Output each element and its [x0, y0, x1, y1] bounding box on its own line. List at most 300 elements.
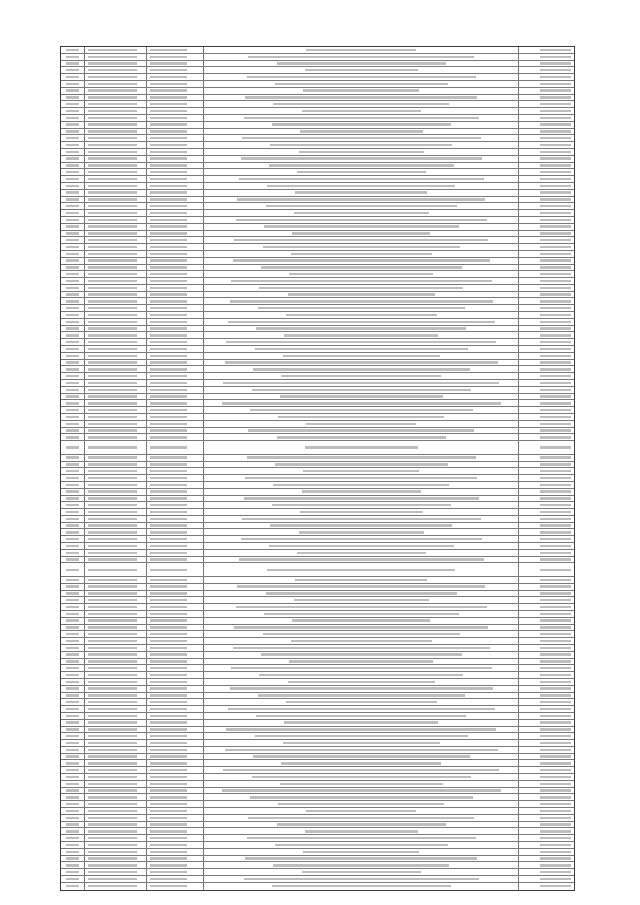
illegible-text	[66, 185, 79, 187]
illegible-text	[150, 76, 188, 78]
table-row	[61, 496, 574, 503]
illegible-text	[540, 524, 571, 526]
illegible-text	[540, 151, 571, 153]
cell-cadastral-code	[85, 142, 147, 148]
cell-address	[204, 380, 519, 386]
illegible-text	[88, 484, 137, 486]
illegible-text	[302, 110, 421, 112]
cell-row-number	[61, 95, 85, 101]
cell-row-number	[61, 353, 85, 359]
illegible-text	[66, 157, 79, 159]
illegible-text	[230, 687, 494, 689]
illegible-text	[540, 619, 571, 621]
illegible-text	[88, 49, 137, 51]
illegible-text	[88, 619, 137, 621]
cell-district	[147, 509, 205, 515]
cell-row-number	[61, 727, 85, 733]
illegible-text	[66, 62, 79, 64]
table-row	[61, 876, 574, 883]
table-row	[61, 169, 574, 176]
cell-address	[204, 815, 519, 821]
cell-cadastral-code	[85, 577, 147, 583]
cell-district	[147, 631, 205, 637]
table-row	[61, 733, 574, 740]
illegible-text	[540, 327, 571, 329]
cell-value	[519, 828, 574, 834]
illegible-text	[299, 531, 425, 533]
cell-row-number	[61, 801, 85, 807]
table-row	[61, 577, 574, 584]
cell-district	[147, 101, 205, 107]
illegible-text	[150, 232, 188, 234]
illegible-text	[302, 490, 421, 492]
cell-row-number	[61, 733, 85, 739]
illegible-text	[150, 144, 188, 146]
cell-value	[519, 210, 574, 216]
cell-district	[147, 883, 205, 890]
cell-district	[147, 747, 205, 753]
cell-value	[519, 346, 574, 352]
cell-address	[204, 774, 519, 780]
illegible-text	[255, 735, 468, 737]
illegible-text	[540, 355, 571, 357]
illegible-text	[272, 504, 451, 506]
cell-row-number	[61, 312, 85, 318]
illegible-text	[540, 708, 571, 710]
cell-value	[519, 781, 574, 787]
table-row	[61, 523, 574, 530]
illegible-text	[66, 334, 79, 336]
cell-address	[204, 536, 519, 542]
cell-address	[204, 502, 519, 508]
cell-value	[519, 625, 574, 631]
illegible-text	[66, 96, 79, 98]
illegible-text	[294, 212, 429, 214]
table-row	[61, 332, 574, 339]
illegible-text	[540, 762, 571, 764]
cell-cadastral-code	[85, 774, 147, 780]
illegible-text	[300, 130, 422, 132]
illegible-text	[540, 205, 571, 207]
illegible-text	[88, 191, 137, 193]
illegible-text	[66, 246, 79, 248]
cell-cadastral-code	[85, 298, 147, 304]
illegible-text	[66, 837, 79, 839]
cell-cadastral-code	[85, 231, 147, 237]
cell-value	[519, 169, 574, 175]
illegible-text	[540, 687, 571, 689]
cell-cadastral-code	[85, 387, 147, 393]
illegible-text	[540, 178, 571, 180]
table-row	[61, 373, 574, 380]
cell-district	[147, 400, 205, 406]
table-row	[61, 686, 574, 693]
cell-row-number	[61, 720, 85, 726]
illegible-text	[88, 389, 137, 391]
cell-value	[519, 380, 574, 386]
illegible-text	[150, 803, 188, 805]
cell-value	[519, 706, 574, 712]
cell-district	[147, 135, 205, 141]
illegible-text	[540, 715, 571, 717]
illegible-text	[226, 728, 496, 730]
illegible-text	[540, 837, 571, 839]
illegible-text	[540, 103, 571, 105]
table-row	[61, 781, 574, 788]
cell-district	[147, 305, 205, 311]
cell-value	[519, 747, 574, 753]
cell-cadastral-code	[85, 815, 147, 821]
cell-address	[204, 788, 519, 794]
cell-row-number	[61, 210, 85, 216]
illegible-text	[150, 62, 188, 64]
cell-cadastral-code	[85, 597, 147, 603]
illegible-text	[236, 606, 487, 608]
cell-address	[204, 414, 519, 420]
illegible-text	[150, 830, 188, 832]
illegible-text	[66, 885, 79, 887]
illegible-text	[66, 694, 79, 696]
cell-address	[204, 373, 519, 379]
illegible-text	[88, 857, 137, 859]
illegible-text	[242, 518, 480, 520]
cell-value	[519, 849, 574, 855]
cell-value	[519, 373, 574, 379]
illegible-text	[540, 76, 571, 78]
cell-district	[147, 489, 205, 495]
illegible-text	[88, 83, 137, 85]
cell-cadastral-code	[85, 95, 147, 101]
illegible-text	[150, 321, 188, 323]
cell-row-number	[61, 332, 85, 338]
cell-address	[204, 421, 519, 427]
table-row	[61, 862, 574, 869]
cell-row-number	[61, 699, 85, 705]
illegible-text	[150, 633, 188, 635]
illegible-text	[248, 56, 474, 58]
cell-cadastral-code	[85, 455, 147, 461]
cell-cadastral-code	[85, 563, 147, 576]
illegible-text	[540, 742, 571, 744]
cell-value	[519, 434, 574, 440]
cell-district	[147, 285, 205, 291]
table-row	[61, 74, 574, 81]
cell-cadastral-code	[85, 373, 147, 379]
illegible-text	[88, 864, 137, 866]
cell-value	[519, 428, 574, 434]
table-row	[61, 638, 574, 645]
illegible-text	[275, 83, 448, 85]
illegible-text	[88, 446, 137, 448]
illegible-text	[150, 225, 188, 227]
illegible-text	[150, 395, 188, 397]
illegible-text	[540, 613, 571, 615]
cell-cadastral-code	[85, 828, 147, 834]
illegible-text	[258, 694, 465, 696]
illegible-text	[150, 123, 188, 125]
cell-value	[519, 618, 574, 624]
illegible-text	[275, 844, 448, 846]
illegible-text	[88, 239, 137, 241]
cell-address	[204, 468, 519, 474]
cell-address	[204, 407, 519, 413]
table-row	[61, 346, 574, 353]
illegible-text	[259, 674, 463, 676]
cell-cadastral-code	[85, 122, 147, 128]
cell-address	[204, 217, 519, 223]
cell-row-number	[61, 862, 85, 868]
cell-value	[519, 557, 574, 563]
cell-row-number	[61, 523, 85, 529]
illegible-text	[88, 830, 137, 832]
cell-value	[519, 665, 574, 671]
cell-cadastral-code	[85, 101, 147, 107]
illegible-text	[88, 137, 137, 139]
illegible-text	[66, 810, 79, 812]
cell-value	[519, 638, 574, 644]
cell-address	[204, 319, 519, 325]
illegible-text	[66, 232, 79, 234]
cell-row-number	[61, 468, 85, 474]
cell-district	[147, 543, 205, 549]
illegible-text	[272, 123, 451, 125]
cell-row-number	[61, 258, 85, 264]
illegible-text	[540, 490, 571, 492]
illegible-text	[150, 721, 188, 723]
illegible-text	[66, 225, 79, 227]
illegible-text	[299, 151, 425, 153]
illegible-text	[540, 569, 571, 571]
cell-cadastral-code	[85, 672, 147, 678]
illegible-text	[291, 640, 432, 642]
illegible-text	[66, 851, 79, 853]
illegible-text	[88, 395, 137, 397]
cell-cadastral-code	[85, 237, 147, 243]
cell-district	[147, 733, 205, 739]
illegible-text	[88, 715, 137, 717]
illegible-text	[150, 851, 188, 853]
illegible-text	[540, 728, 571, 730]
cell-address	[204, 455, 519, 461]
illegible-text	[150, 674, 188, 676]
cell-district	[147, 421, 205, 427]
illegible-text	[540, 871, 571, 873]
illegible-text	[150, 694, 188, 696]
cell-value	[519, 353, 574, 359]
cell-cadastral-code	[85, 108, 147, 114]
cell-row-number	[61, 631, 85, 637]
table-row	[61, 183, 574, 190]
illegible-text	[88, 253, 137, 255]
cell-row-number	[61, 292, 85, 298]
cell-cadastral-code	[85, 523, 147, 529]
cell-district	[147, 774, 205, 780]
cell-cadastral-code	[85, 706, 147, 712]
illegible-text	[283, 742, 440, 744]
illegible-text	[88, 721, 137, 723]
cell-value	[519, 760, 574, 766]
cell-cadastral-code	[85, 319, 147, 325]
illegible-text	[228, 708, 495, 710]
cell-row-number	[61, 652, 85, 658]
illegible-text	[266, 205, 457, 207]
illegible-text	[150, 157, 188, 159]
illegible-text	[292, 232, 430, 234]
illegible-text	[88, 157, 137, 159]
illegible-text	[88, 117, 137, 119]
cell-cadastral-code	[85, 434, 147, 440]
cell-value	[519, 176, 574, 182]
illegible-text	[66, 653, 79, 655]
cell-row-number	[61, 543, 85, 549]
illegible-text	[66, 178, 79, 180]
cell-district	[147, 434, 205, 440]
cell-cadastral-code	[85, 869, 147, 875]
cell-cadastral-code	[85, 835, 147, 841]
cell-row-number	[61, 489, 85, 495]
illegible-text	[283, 355, 440, 357]
cell-value	[519, 740, 574, 746]
cell-value	[519, 652, 574, 658]
illegible-text	[66, 569, 79, 571]
cell-value	[519, 115, 574, 121]
cell-row-number	[61, 129, 85, 135]
cell-address	[204, 326, 519, 332]
cell-row-number	[61, 231, 85, 237]
illegible-text	[88, 569, 137, 571]
illegible-text	[150, 497, 188, 499]
illegible-text	[230, 300, 494, 302]
cell-row-number	[61, 224, 85, 230]
cell-value	[519, 699, 574, 705]
cell-row-number	[61, 577, 85, 583]
cell-row-number	[61, 142, 85, 148]
illegible-text	[66, 456, 79, 458]
table-row	[61, 788, 574, 795]
illegible-text	[66, 117, 79, 119]
illegible-text	[88, 755, 137, 757]
illegible-text	[66, 89, 79, 91]
cell-district	[147, 801, 205, 807]
cell-row-number	[61, 441, 85, 454]
cell-row-number	[61, 462, 85, 468]
illegible-text	[266, 592, 457, 594]
cell-row-number	[61, 550, 85, 556]
illegible-text	[540, 246, 571, 248]
cell-row-number	[61, 529, 85, 535]
cell-value	[519, 815, 574, 821]
table-row	[61, 822, 574, 829]
illegible-text	[150, 334, 188, 336]
cell-address	[204, 251, 519, 257]
cell-address	[204, 496, 519, 502]
cell-address	[204, 835, 519, 841]
cell-district	[147, 502, 205, 508]
illegible-text	[248, 429, 474, 431]
cell-district	[147, 278, 205, 284]
cell-address	[204, 849, 519, 855]
table-row	[61, 319, 574, 326]
cell-cadastral-code	[85, 591, 147, 597]
illegible-text	[88, 477, 137, 479]
cell-value	[519, 190, 574, 196]
cell-cadastral-code	[85, 781, 147, 787]
cell-cadastral-code	[85, 509, 147, 515]
illegible-text	[66, 470, 79, 472]
illegible-text	[261, 653, 462, 655]
illegible-text	[66, 273, 79, 275]
illegible-text	[66, 599, 79, 601]
illegible-text	[66, 803, 79, 805]
cell-cadastral-code	[85, 346, 147, 352]
illegible-text	[150, 755, 188, 757]
illegible-text	[540, 232, 571, 234]
cell-value	[519, 733, 574, 739]
cell-row-number	[61, 849, 85, 855]
illegible-text	[150, 626, 188, 628]
illegible-text	[294, 599, 429, 601]
cell-value	[519, 88, 574, 94]
cell-cadastral-code	[85, 441, 147, 454]
cell-district	[147, 298, 205, 304]
illegible-text	[88, 327, 137, 329]
cell-row-number	[61, 298, 85, 304]
illegible-text	[252, 389, 472, 391]
illegible-text	[289, 660, 433, 662]
cell-value	[519, 237, 574, 243]
table-row	[61, 475, 574, 482]
illegible-text	[150, 558, 188, 560]
illegible-text	[150, 89, 188, 91]
table-row	[61, 360, 574, 367]
cell-district	[147, 672, 205, 678]
cell-district	[147, 190, 205, 196]
cell-value	[519, 591, 574, 597]
cell-address	[204, 781, 519, 787]
cell-value	[519, 529, 574, 535]
illegible-text	[88, 470, 137, 472]
illegible-text	[66, 266, 79, 268]
cell-row-number	[61, 665, 85, 671]
cell-value	[519, 74, 574, 80]
illegible-text	[66, 660, 79, 662]
illegible-text	[88, 96, 137, 98]
illegible-text	[88, 769, 137, 771]
illegible-text	[66, 375, 79, 377]
cell-value	[519, 496, 574, 502]
cell-address	[204, 394, 519, 400]
cell-district	[147, 292, 205, 298]
illegible-text	[66, 137, 79, 139]
cell-cadastral-code	[85, 210, 147, 216]
illegible-text	[540, 212, 571, 214]
cell-cadastral-code	[85, 176, 147, 182]
illegible-text	[540, 266, 571, 268]
illegible-text	[540, 69, 571, 71]
illegible-text	[150, 446, 188, 448]
cell-cadastral-code	[85, 135, 147, 141]
illegible-text	[66, 579, 79, 581]
cell-district	[147, 67, 205, 73]
illegible-text	[66, 239, 79, 241]
illegible-text	[306, 49, 416, 51]
table-row	[61, 292, 574, 299]
cell-district	[147, 108, 205, 114]
illegible-text	[88, 402, 137, 404]
cell-district	[147, 794, 205, 800]
illegible-text	[66, 776, 79, 778]
cell-cadastral-code	[85, 611, 147, 617]
